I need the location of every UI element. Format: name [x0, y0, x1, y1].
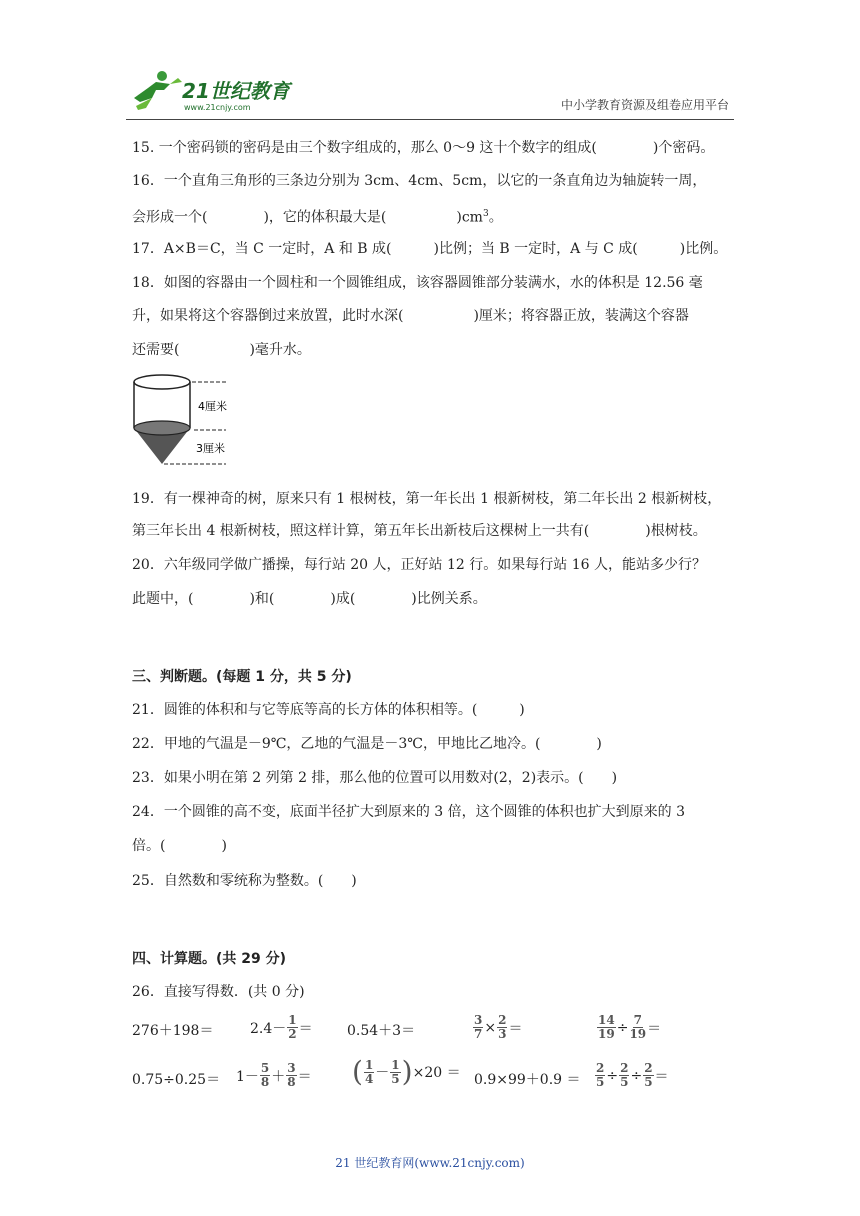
question-23: 23．如果小明在第 2 列第 2 排，那么他的位置可以用数对(2，2)表示。( )	[132, 770, 618, 786]
question-15: 15. 一个密码锁的密码是由三个数字组成的，那么 0～9 这十个数字的组成( )个密码。	[132, 140, 715, 156]
question-19-line2: 第三年长出 4 根新树枝，照这样计算，第五年长出新枝后这棵树上一共有( )根树枝。	[132, 523, 707, 539]
question-17: 17．A×B＝C，当 C 一定时，A 和 B 成( )比例；当 B 一定时，A 与 C 成( )比例。	[132, 241, 728, 257]
calc-1-3: 0.54＋3＝	[347, 1023, 416, 1039]
calc-2-5: $\frac{2}{5}$ ÷ $\frac{2}{5}$ ÷ $\frac{2}{5}$ ＝	[596, 1061, 669, 1089]
calc-1-5: $\frac{14}{19}$ ÷ $\frac{7}{19}$ ＝	[598, 1013, 662, 1041]
calc-2-4: 0.9×99＋0.9 ＝	[474, 1072, 581, 1088]
platform-name: 中小学教育资源及组卷应用平台	[560, 98, 729, 112]
question-19-line1: 19．有一棵神奇的树，原来只有 1 根树枝，第一年长出 1 根新树枝，第二年长出 2 根新树枝，	[132, 491, 722, 507]
question-16-line1: 16．一个直角三角形的三条边分别为 3cm、4cm、5cm，以它的一条直角边为轴旋转一周，	[132, 173, 707, 189]
site-logo	[126, 68, 296, 114]
calc-2-2: 1－ $\frac{5}{8}$ ＋ $\frac{3}{8}$ ＝	[236, 1061, 312, 1089]
question-18-line3: 还需要( )毫升水。	[132, 342, 311, 358]
question-18-line2: 升，如果将这个容器倒过来放置，此时水深( )厘米；将容器正放，装满这个容器	[132, 308, 689, 324]
question-24-line2: 倍。( )	[132, 838, 227, 854]
question-20-line2: 此题中，( )和( )成( )比例关系。	[132, 591, 487, 607]
calc-2-1: 0.75÷0.25＝	[132, 1072, 221, 1088]
question-24-line1: 24．一个圆锥的高不变，底面半径扩大到原来的 3 倍，这个圆锥的体积也扩大到原来的 3	[132, 804, 685, 820]
footer-link[interactable]: 21 世纪教育网(www.21cnjy.com)	[335, 1156, 525, 1170]
section-4-title: 四、计算题。(共 29 分)	[132, 951, 287, 967]
question-22: 22．甲地的气温是－9℃，乙地的气温是－3℃，甲地比乙地冷。( )	[132, 736, 602, 752]
section-3-title: 三、判断题。(每题 1 分，共 5 分)	[132, 669, 352, 685]
question-26: 26．直接写得数．(共 0 分)	[132, 984, 305, 1000]
question-25: 25．自然数和零统称为整数。( )	[132, 873, 357, 889]
calc-1-1: 276＋198＝	[132, 1023, 214, 1039]
label-3cm: 3厘米	[196, 442, 225, 455]
container-figure	[130, 372, 240, 472]
header-divider	[126, 119, 734, 120]
calc-1-2: 2.4－ $\frac{1}{2}$ ＝	[250, 1013, 313, 1041]
question-18-line1: 18．如图的容器由一个圆柱和一个圆锥组成，该容器圆锥部分装满水，水的体积是 12.56 毫	[132, 275, 703, 291]
calc-2-3: ( $\frac{1}{4}$ － $\frac{1}{5}$ ) ×20 ＝	[352, 1055, 461, 1088]
question-21: 21．圆锥的体积和与它等底等高的长方体的体积相等。( )	[132, 702, 525, 718]
question-16-line2: 会形成一个( )，它的体积最大是( )$cm^3$。	[132, 209, 503, 226]
calc-1-4: $\frac{3}{7}$ × $\frac{2}{3}$ ＝	[474, 1013, 523, 1041]
svg-text:www.21cnjy.com: www.21cnjy.com	[184, 103, 251, 112]
label-4cm: 4厘米	[198, 400, 227, 413]
runner-icon	[134, 71, 182, 110]
question-20-line1: 20．六年级同学做广播操，每行站 20 人，正好站 12 行。如果每行站 16 人，能站多少行？	[132, 557, 706, 573]
svg-text:21世纪教育: 21世纪教育	[182, 79, 290, 103]
